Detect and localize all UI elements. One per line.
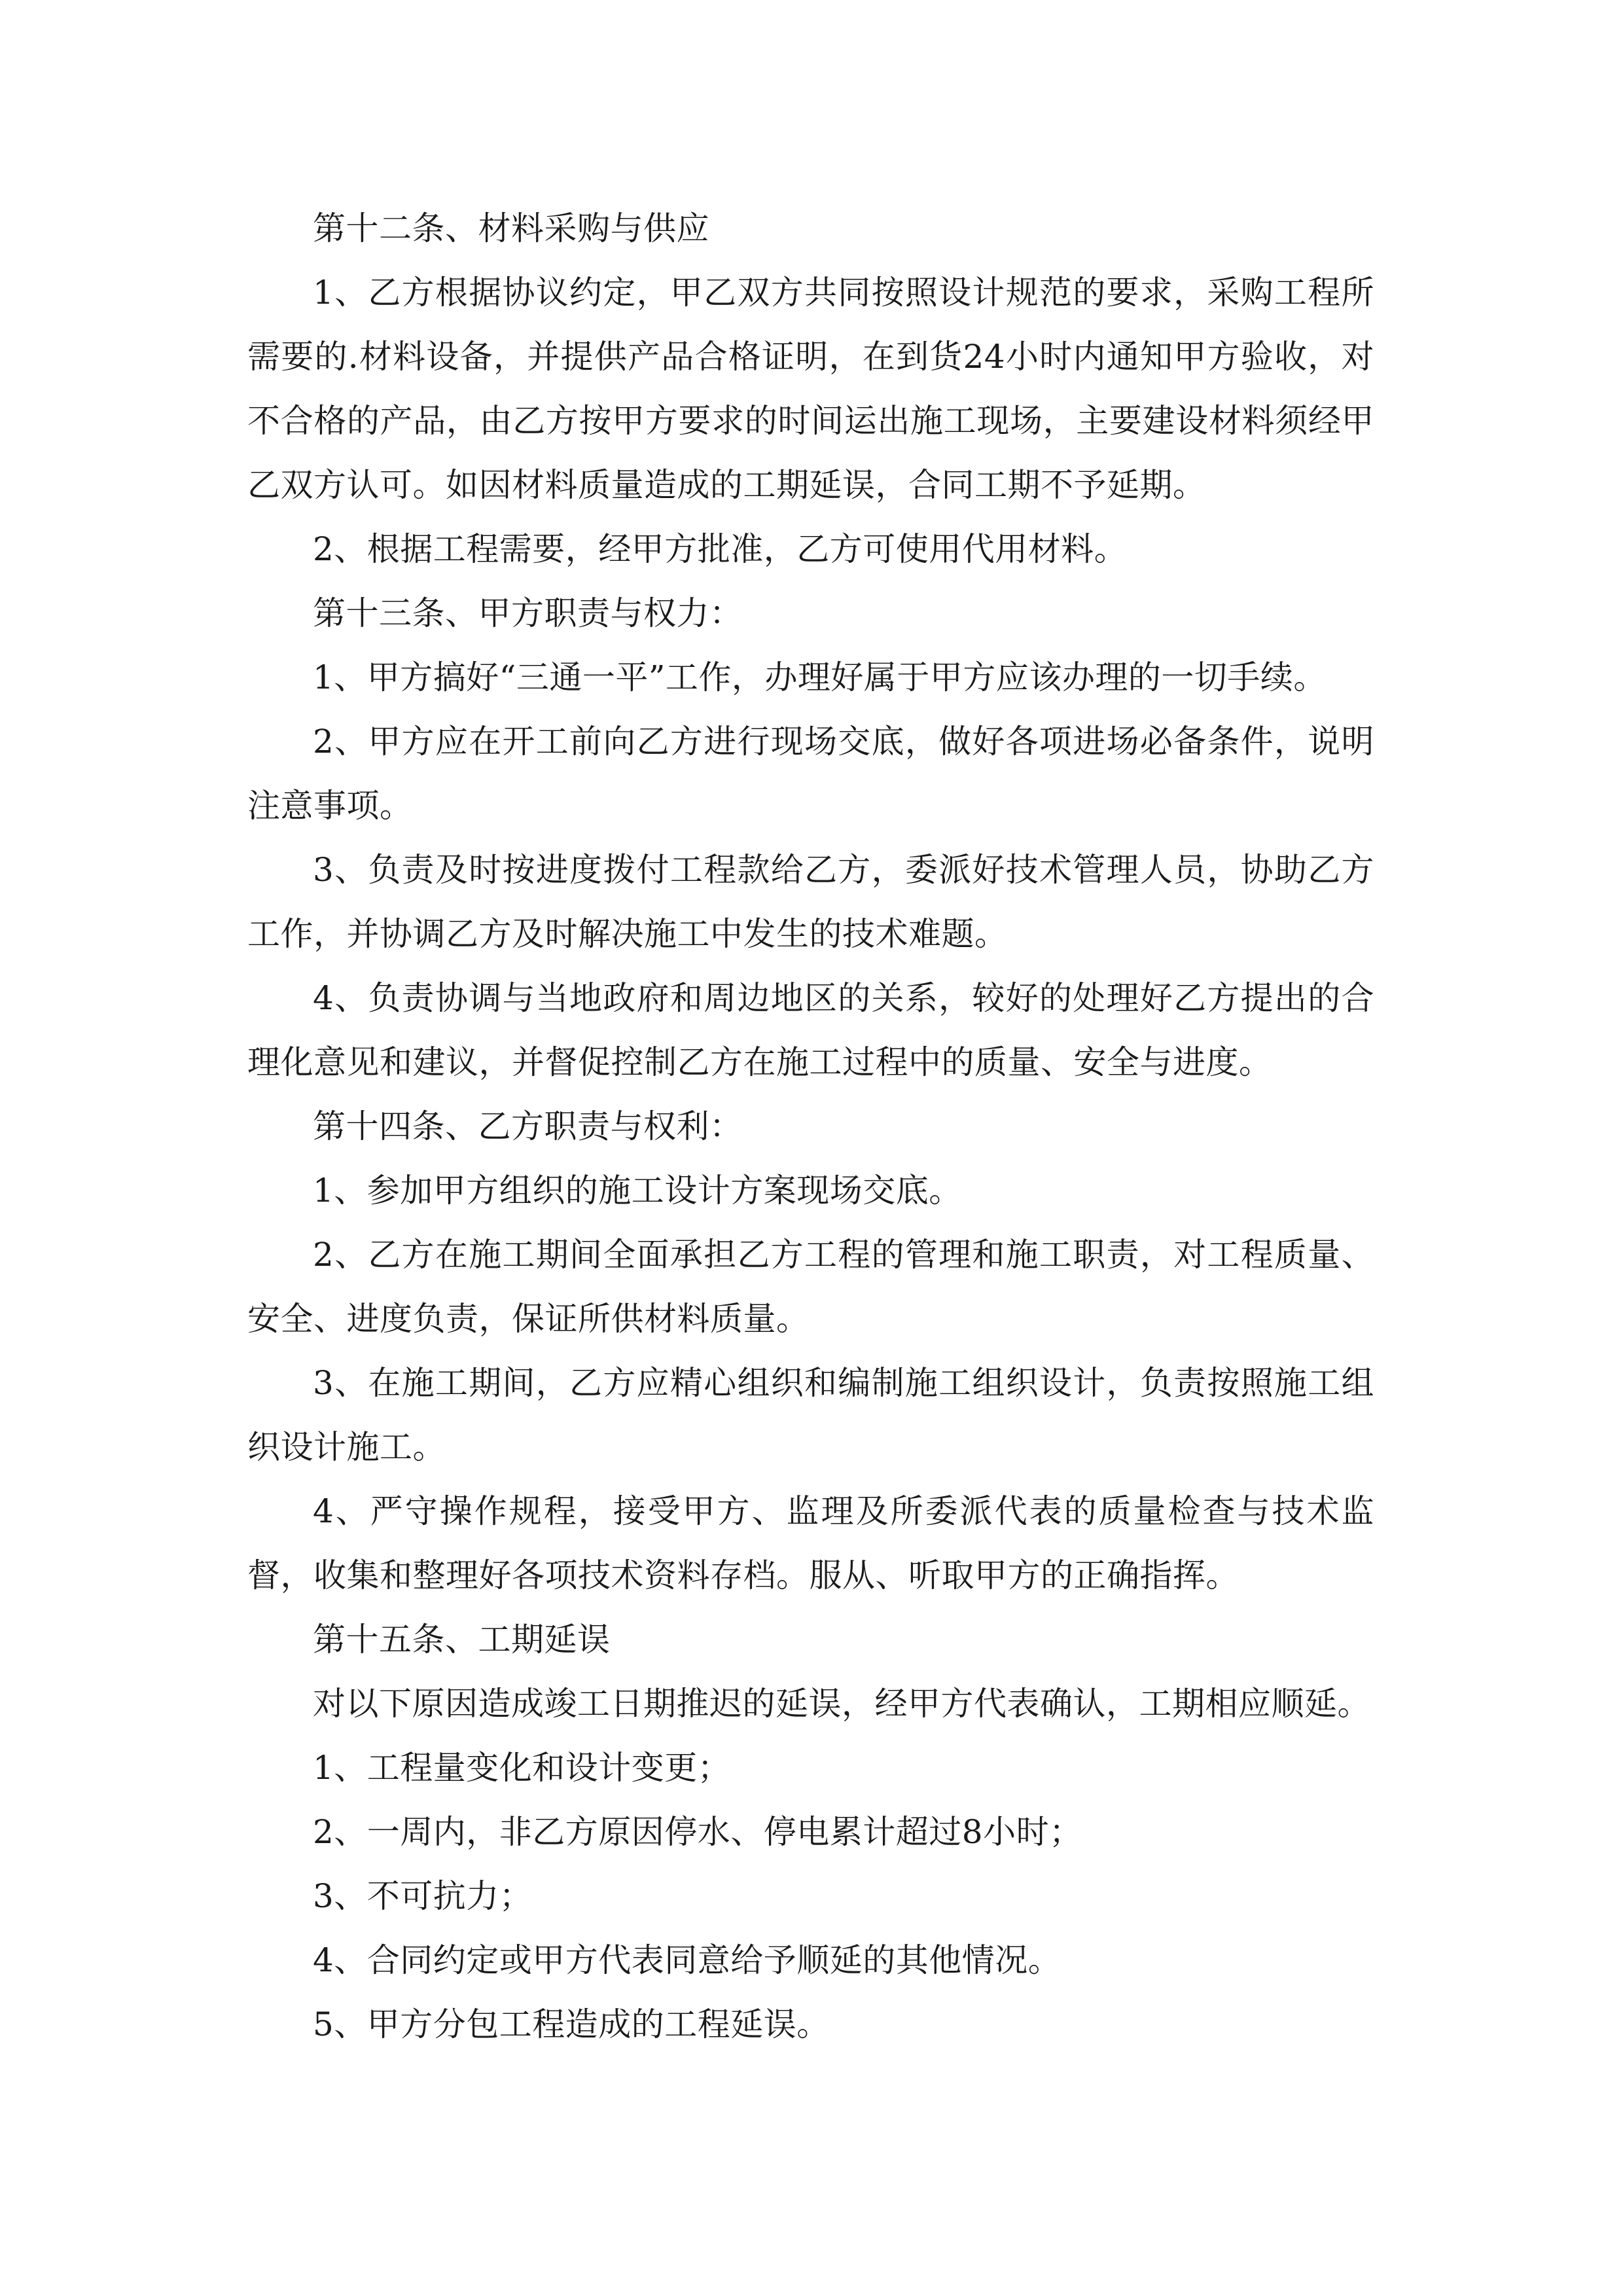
section-heading-14: 第十四条、乙方职责与权利： bbox=[313, 1107, 743, 1145]
paragraph-15-2: 2、一周内，非乙方原因停水、停电累计超过8小时； bbox=[313, 1813, 1082, 1851]
section-heading-15: 第十五条、工期延误 bbox=[313, 1621, 611, 1659]
paragraph-12-2: 2、根据工程需要，经甲方批准，乙方可使用代用材料。 bbox=[313, 530, 1128, 568]
paragraph-13-3: 3、负责及时按进度拨付工程款给乙方，委派好技术管理人员，协助乙方工作，并协调乙方及时解决施工中发生的技术难题。 bbox=[247, 851, 1374, 953]
paragraph-15-3: 3、不可抗力； bbox=[313, 1877, 533, 1915]
paragraph-14-1: 1、参加甲方组织的施工设计方案现场交底。 bbox=[313, 1172, 962, 1210]
paragraph-13-2: 2、甲方应在开工前向乙方进行现场交底，做好各项进场必备条件，说明注意事项。 bbox=[247, 723, 1374, 825]
paragraph-15-5: 5、甲方分包工程造成的工程延误。 bbox=[313, 2005, 830, 2043]
document-page bbox=[247, 196, 1374, 2056]
paragraph-14-2: 2、乙方在施工期间全面承担乙方工程的管理和施工职责，对工程质量、安全、进度负责，保证所供材料质量。 bbox=[247, 1236, 1374, 1338]
paragraph-14-4: 4、严守操作规程，接受甲方、监理及所委派代表的质量检查与技术监督，收集和整理好各项技术资料存档。服从、听取甲方的正确指挥。 bbox=[247, 1492, 1374, 1594]
paragraph-15-1: 1、工程量变化和设计变更； bbox=[313, 1749, 731, 1787]
paragraph-15-4: 4、合同约定或甲方代表同意给予顺延的其他情况。 bbox=[313, 1941, 1061, 1979]
paragraph-15-intro: 对以下原因造成竣工日期推迟的延误，经甲方代表确认，工期相应顺延。 bbox=[313, 1685, 1370, 1723]
section-heading-12: 第十二条、材料采购与供应 bbox=[313, 209, 709, 247]
paragraph-13-1: 1、甲方搞好“三通一平”工作，办理好属于甲方应该办理的一切手续。 bbox=[313, 658, 1327, 696]
section-heading-13: 第十三条、甲方职责与权力： bbox=[313, 594, 743, 632]
paragraph-13-4: 4、负责协调与当地政府和周边地区的关系，较好的处理好乙方提出的合理化意见和建议，并督促控制乙方在施工过程中的质量、安全与进度。 bbox=[247, 979, 1374, 1081]
paragraph-14-3: 3、在施工期间，乙方应精心组织和编制施工组织设计，负责按照施工组织设计施工。 bbox=[247, 1364, 1374, 1466]
paragraph-12-1: 1、乙方根据协议约定，甲乙双方共同按照设计规范的要求，采购工程所需要的.材料设备，并提供产品合格证明，在到货24小时内通知甲方验收，对不合格的产品，由乙方按甲方要求的时间运出施工现场，主要建设材料须经甲乙双方认可。如因材料质量造成的工期延误，合同工期不予延期。 bbox=[247, 274, 1374, 504]
